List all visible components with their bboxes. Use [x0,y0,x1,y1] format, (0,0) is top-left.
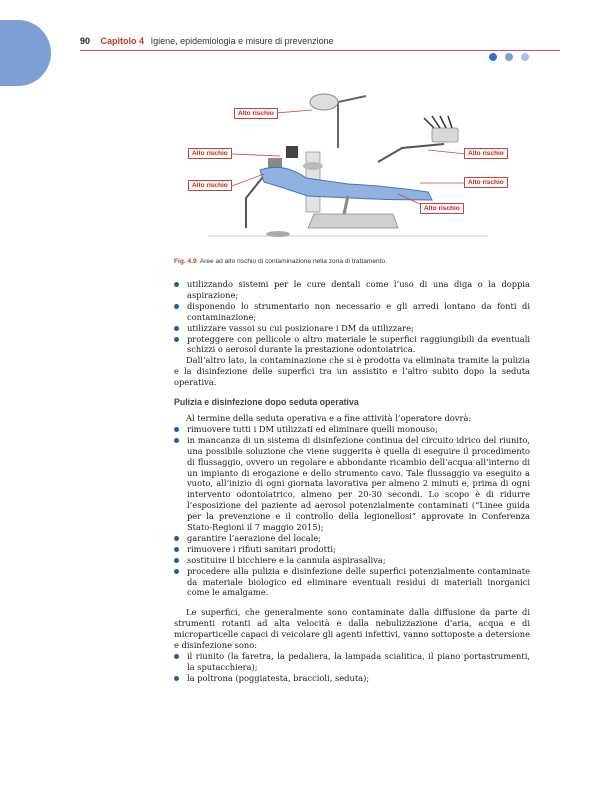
chapter-label: Capitolo 4 [100,36,145,46]
dot-3 [521,53,529,61]
list-item [174,279,530,301]
caption-label: Fig. 4.9 [174,258,197,265]
list-item-text: il riunito (la faretra, la pedaliera, la lampada scialitica, il piano portastrumenti, la sputacchiera); [187,651,530,672]
decorative-dots [489,46,532,65]
bullet-icon [174,569,179,574]
dental-unit-figure [188,88,518,250]
running-head [80,36,334,46]
chapter-title: Igiene, epidemiologia e misure di prevenzione [150,36,334,46]
callout-instruments-right: Alto rischio [464,148,508,159]
spacer [174,598,530,607]
bullet-icon [174,536,179,541]
bullet-icon [174,547,179,552]
bullet-icon [174,337,179,342]
paragraph: Le superfici, che generalmente sono contaminate dalla diffusione da parte di strumenti rotanti ad alta velocità e dalla nebulizzazione d’aria, acqua e di microparticelle capaci di veicolare gli agenti infettivi, vanno sottoposte a detersione e disinfezione sono: [174,607,530,651]
list-item [174,651,530,673]
list-item [174,533,530,544]
caption-text: Aree ad alto rischio di contaminazione nella zona di trattamento. [199,258,388,265]
list-item-text: in mancanza di un sistema di disinfezione continua del circuito idrico del riunito, una possibile soluzione che viene suggerita è quella di eseguire il procedimento di flussaggio, ovvero un regolare e abbondante ricambio dell’acqua all’interno di un impianto di erogazione e dello strumento cavo. Tale flussaggio va eseguito a vuoto, all’inizio di ogni giornata lavorativa per almeno 2 minuti e, prima di ogni intervento odontoiatrico, almeno per 20-30 secondi. Lo scopo è di ridurre l’esposizione del paziente ad aerosol potenzialmente contaminati (“Linee guida per la prevenzione e il controllo della legionellosi” approvate in Conferenza Stato-Regioni il 7 maggio 2015); [187,434,530,533]
chapter-tab [0,20,51,86]
list-item-text: sostituire il bicchiere e la cannula aspirasaliva; [187,554,386,565]
bullet-icon [174,282,179,287]
list-item [174,566,530,599]
bullet-list-2 [174,424,530,599]
list-item-text: la poltrona (poggiatesta, braccioli, seduta); [187,672,370,683]
list-item-text: disponendo lo strumentario non necessario e gli arredi lontano da fonti di contaminazione; [187,300,530,322]
callout-lamp: Alto rischio [234,108,278,119]
list-item-text: procedere alla pulizia e disinfezione delle superfici potenzialmente contaminate da materiale biologico ed eliminare eventuali residui di materiali inorganici come le amalgame. [187,565,530,598]
list-item-text: garantire l’aerazione del locale; [187,532,322,543]
list-item-text: rimuovere i rifiuti sanitari prodotti; [187,543,336,554]
list-item [174,301,530,323]
bullet-icon [174,326,179,331]
dot-2 [505,53,513,61]
callout-headrest: Alto rischio [188,180,232,191]
list-item-text: utilizzare vassoi su cui posizionare i DM da utilizzare; [187,322,414,333]
header-rule [80,50,560,51]
paragraph: Dall’altro lato, la contaminazione che si è prodotta va eliminata tramite la pulizia e la disinfezione delle superfici tra un assistito e l’altro subito dopo la seduta operativa. [174,355,530,388]
list-item [174,323,530,334]
page-number: 90 [80,36,91,46]
bullet-icon [174,304,179,309]
bullet-icon [174,427,179,432]
paragraph: Al termine della seduta operativa e a fine attività l’operatore dovrà: [186,412,472,423]
section-heading: Pulizia e disinfezione dopo seduta operativa [174,397,359,408]
bullet-icon [174,654,179,659]
bullet-icon [174,438,179,443]
bullet-icon [174,558,179,563]
dot-1 [489,53,497,61]
bullet-list-1 [174,279,530,355]
figure-caption [174,258,387,265]
bullet-list-3 [174,651,530,684]
bullet-icon [174,676,179,681]
list-item [174,424,530,435]
list-item [174,673,530,684]
callout-instruments-left: Alto rischio [188,148,232,159]
body-text [174,279,530,684]
list-item [174,334,530,356]
list-item [174,435,530,533]
list-item-text: rimuovere tutti i DM utilizzati ed eliminare quelli monouso; [187,423,438,434]
callout-tray: Alto rischio [464,177,508,188]
callout-seat: Alto rischio [420,203,464,214]
list-item-text: utilizzando sistemi per le cure dentali come l’uso di una diga o la doppia aspirazione; [187,279,530,300]
list-item [174,555,530,566]
list-item [174,544,530,555]
list-item-text: proteggere con pellicole o altro materiale le superfici raggiungibili da eventuali schizzi o aerosol durante la prestazione odontoiatrica. [187,333,530,355]
